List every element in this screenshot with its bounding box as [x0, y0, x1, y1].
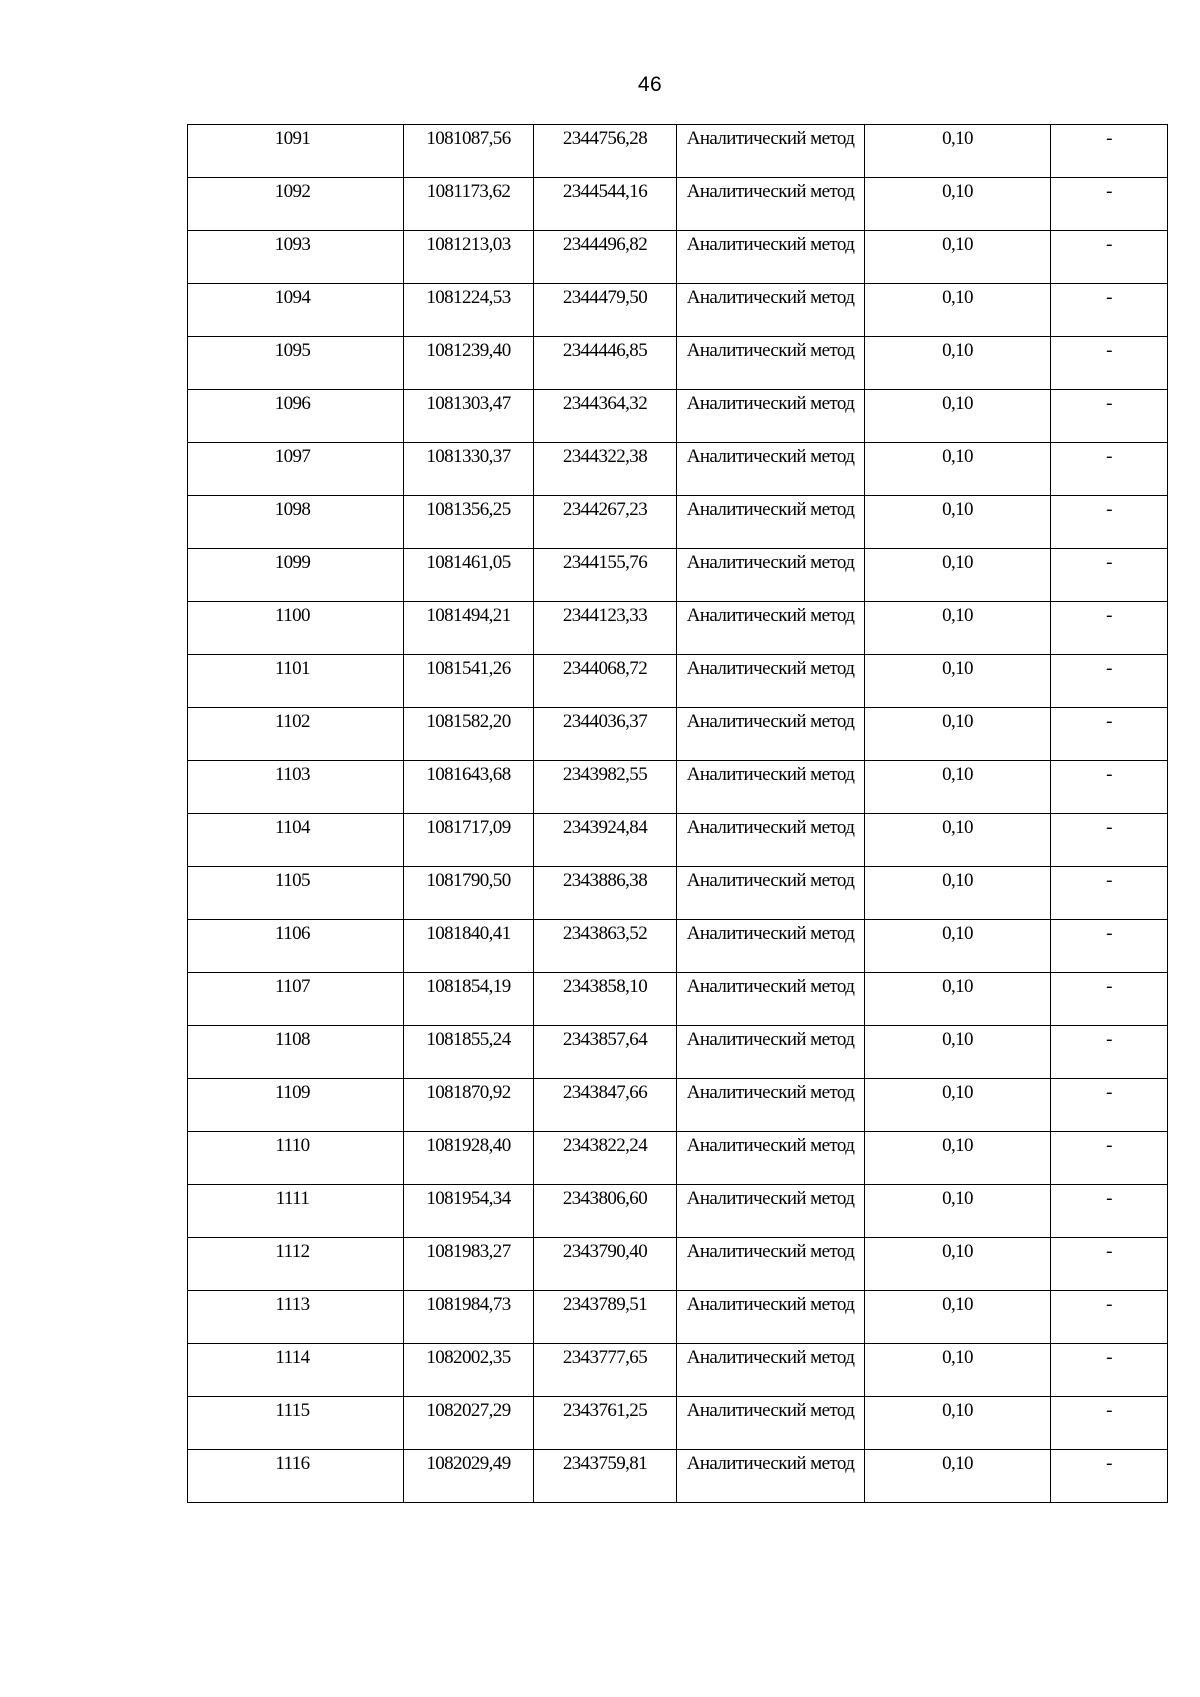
point-number-cell: 1100 [188, 602, 404, 655]
method-cell: Аналитический метод [677, 1291, 865, 1344]
accuracy-cell: 0,10 [865, 549, 1051, 602]
accuracy-cell: 0,10 [865, 178, 1051, 231]
y-coordinate-cell: 2343858,10 [534, 973, 677, 1026]
table-row [188, 178, 1168, 231]
y-coordinate-cell: 2344496,82 [534, 231, 677, 284]
point-number-cell: 1104 [188, 814, 404, 867]
method-cell: Аналитический метод [677, 337, 865, 390]
x-coordinate-cell: 1082029,49 [404, 1450, 534, 1503]
x-coordinate-cell: 1081494,21 [404, 602, 534, 655]
table-row [188, 602, 1168, 655]
table-row [188, 920, 1168, 973]
accuracy-cell: 0,10 [865, 284, 1051, 337]
point-number-cell: 1112 [188, 1238, 404, 1291]
x-coordinate-cell: 1081840,41 [404, 920, 534, 973]
accuracy-cell: 0,10 [865, 1185, 1051, 1238]
table-row [188, 1132, 1168, 1185]
method-cell: Аналитический метод [677, 814, 865, 867]
x-coordinate-cell: 1081303,47 [404, 390, 534, 443]
method-cell: Аналитический метод [677, 867, 865, 920]
accuracy-cell: 0,10 [865, 231, 1051, 284]
method-cell: Аналитический метод [677, 231, 865, 284]
x-coordinate-cell: 1081224,53 [404, 284, 534, 337]
x-coordinate-cell: 1081541,26 [404, 655, 534, 708]
x-coordinate-cell: 1081643,68 [404, 761, 534, 814]
x-coordinate-cell: 1081087,56 [404, 125, 534, 178]
note-cell: - [1051, 231, 1168, 284]
x-coordinate-cell: 1082002,35 [404, 1344, 534, 1397]
x-coordinate-cell: 1081213,03 [404, 231, 534, 284]
note-cell: - [1051, 178, 1168, 231]
table-row [188, 655, 1168, 708]
note-cell: - [1051, 1185, 1168, 1238]
x-coordinate-cell: 1081854,19 [404, 973, 534, 1026]
method-cell: Аналитический метод [677, 496, 865, 549]
method-cell: Аналитический метод [677, 1238, 865, 1291]
accuracy-cell: 0,10 [865, 337, 1051, 390]
table-row [188, 1238, 1168, 1291]
point-number-cell: 1097 [188, 443, 404, 496]
method-cell: Аналитический метод [677, 390, 865, 443]
note-cell: - [1051, 602, 1168, 655]
table-row [188, 1185, 1168, 1238]
table-row [188, 761, 1168, 814]
method-cell: Аналитический метод [677, 1185, 865, 1238]
point-number-cell: 1105 [188, 867, 404, 920]
method-cell: Аналитический метод [677, 443, 865, 496]
y-coordinate-cell: 2344479,50 [534, 284, 677, 337]
note-cell: - [1051, 549, 1168, 602]
method-cell: Аналитический метод [677, 973, 865, 1026]
method-cell: Аналитический метод [677, 1079, 865, 1132]
accuracy-cell: 0,10 [865, 1344, 1051, 1397]
accuracy-cell: 0,10 [865, 390, 1051, 443]
table-row [188, 1397, 1168, 1450]
point-number-cell: 1103 [188, 761, 404, 814]
y-coordinate-cell: 2343886,38 [534, 867, 677, 920]
y-coordinate-cell: 2343982,55 [534, 761, 677, 814]
x-coordinate-cell: 1081173,62 [404, 178, 534, 231]
table-row [188, 1344, 1168, 1397]
table-row [188, 973, 1168, 1026]
y-coordinate-cell: 2343761,25 [534, 1397, 677, 1450]
point-number-cell: 1101 [188, 655, 404, 708]
x-coordinate-cell: 1081356,25 [404, 496, 534, 549]
note-cell: - [1051, 1026, 1168, 1079]
y-coordinate-cell: 2344544,16 [534, 178, 677, 231]
accuracy-cell: 0,10 [865, 867, 1051, 920]
point-number-cell: 1109 [188, 1079, 404, 1132]
accuracy-cell: 0,10 [865, 708, 1051, 761]
x-coordinate-cell: 1081984,73 [404, 1291, 534, 1344]
x-coordinate-cell: 1081928,40 [404, 1132, 534, 1185]
accuracy-cell: 0,10 [865, 125, 1051, 178]
y-coordinate-cell: 2343863,52 [534, 920, 677, 973]
y-coordinate-cell: 2344123,33 [534, 602, 677, 655]
note-cell: - [1051, 1238, 1168, 1291]
table-row [188, 390, 1168, 443]
y-coordinate-cell: 2344322,38 [534, 443, 677, 496]
point-number-cell: 1091 [188, 125, 404, 178]
y-coordinate-cell: 2343806,60 [534, 1185, 677, 1238]
point-number-cell: 1107 [188, 973, 404, 1026]
point-number-cell: 1096 [188, 390, 404, 443]
x-coordinate-cell: 1081855,24 [404, 1026, 534, 1079]
x-coordinate-cell: 1081461,05 [404, 549, 534, 602]
note-cell: - [1051, 390, 1168, 443]
accuracy-cell: 0,10 [865, 973, 1051, 1026]
point-number-cell: 1094 [188, 284, 404, 337]
table-row [188, 443, 1168, 496]
point-number-cell: 1108 [188, 1026, 404, 1079]
note-cell: - [1051, 708, 1168, 761]
y-coordinate-cell: 2343777,65 [534, 1344, 677, 1397]
y-coordinate-cell: 2343790,40 [534, 1238, 677, 1291]
y-coordinate-cell: 2344036,37 [534, 708, 677, 761]
x-coordinate-cell: 1081954,34 [404, 1185, 534, 1238]
method-cell: Аналитический метод [677, 920, 865, 973]
point-number-cell: 1113 [188, 1291, 404, 1344]
accuracy-cell: 0,10 [865, 761, 1051, 814]
y-coordinate-cell: 2343857,64 [534, 1026, 677, 1079]
y-coordinate-cell: 2344155,76 [534, 549, 677, 602]
method-cell: Аналитический метод [677, 549, 865, 602]
y-coordinate-cell: 2344446,85 [534, 337, 677, 390]
note-cell: - [1051, 1132, 1168, 1185]
note-cell: - [1051, 655, 1168, 708]
table-row [188, 1450, 1168, 1503]
table-row [188, 1079, 1168, 1132]
y-coordinate-cell: 2343759,81 [534, 1450, 677, 1503]
table-row [188, 231, 1168, 284]
accuracy-cell: 0,10 [865, 1132, 1051, 1185]
point-number-cell: 1115 [188, 1397, 404, 1450]
accuracy-cell: 0,10 [865, 602, 1051, 655]
accuracy-cell: 0,10 [865, 1026, 1051, 1079]
x-coordinate-cell: 1081582,20 [404, 708, 534, 761]
table-row [188, 125, 1168, 178]
table-row [188, 814, 1168, 867]
table-row [188, 496, 1168, 549]
method-cell: Аналитический метод [677, 602, 865, 655]
point-number-cell: 1099 [188, 549, 404, 602]
point-number-cell: 1093 [188, 231, 404, 284]
x-coordinate-cell: 1081330,37 [404, 443, 534, 496]
table-row [188, 284, 1168, 337]
note-cell: - [1051, 443, 1168, 496]
accuracy-cell: 0,10 [865, 814, 1051, 867]
y-coordinate-cell: 2343822,24 [534, 1132, 677, 1185]
method-cell: Аналитический метод [677, 1397, 865, 1450]
x-coordinate-cell: 1082027,29 [404, 1397, 534, 1450]
accuracy-cell: 0,10 [865, 1450, 1051, 1503]
note-cell: - [1051, 814, 1168, 867]
coordinates-table [187, 124, 1168, 1503]
note-cell: - [1051, 1291, 1168, 1344]
y-coordinate-cell: 2344068,72 [534, 655, 677, 708]
point-number-cell: 1092 [188, 178, 404, 231]
note-cell: - [1051, 920, 1168, 973]
coordinates-table-body [188, 125, 1168, 1503]
y-coordinate-cell: 2343789,51 [534, 1291, 677, 1344]
table-row [188, 708, 1168, 761]
point-number-cell: 1098 [188, 496, 404, 549]
note-cell: - [1051, 973, 1168, 1026]
point-number-cell: 1095 [188, 337, 404, 390]
method-cell: Аналитический метод [677, 1344, 865, 1397]
method-cell: Аналитический метод [677, 125, 865, 178]
accuracy-cell: 0,10 [865, 920, 1051, 973]
page-number: 46 [637, 73, 663, 96]
x-coordinate-cell: 1081717,09 [404, 814, 534, 867]
accuracy-cell: 0,10 [865, 1397, 1051, 1450]
note-cell: - [1051, 284, 1168, 337]
x-coordinate-cell: 1081239,40 [404, 337, 534, 390]
table-row [188, 1026, 1168, 1079]
accuracy-cell: 0,10 [865, 443, 1051, 496]
note-cell: - [1051, 1450, 1168, 1503]
note-cell: - [1051, 125, 1168, 178]
y-coordinate-cell: 2343847,66 [534, 1079, 677, 1132]
point-number-cell: 1106 [188, 920, 404, 973]
note-cell: - [1051, 1079, 1168, 1132]
y-coordinate-cell: 2344756,28 [534, 125, 677, 178]
method-cell: Аналитический метод [677, 655, 865, 708]
point-number-cell: 1102 [188, 708, 404, 761]
point-number-cell: 1111 [188, 1185, 404, 1238]
table-row [188, 867, 1168, 920]
x-coordinate-cell: 1081870,92 [404, 1079, 534, 1132]
table-row [188, 337, 1168, 390]
point-number-cell: 1116 [188, 1450, 404, 1503]
accuracy-cell: 0,10 [865, 496, 1051, 549]
y-coordinate-cell: 2344267,23 [534, 496, 677, 549]
method-cell: Аналитический метод [677, 1026, 865, 1079]
method-cell: Аналитический метод [677, 761, 865, 814]
point-number-cell: 1114 [188, 1344, 404, 1397]
x-coordinate-cell: 1081790,50 [404, 867, 534, 920]
accuracy-cell: 0,10 [865, 1079, 1051, 1132]
note-cell: - [1051, 337, 1168, 390]
table-row [188, 549, 1168, 602]
note-cell: - [1051, 1344, 1168, 1397]
point-number-cell: 1110 [188, 1132, 404, 1185]
method-cell: Аналитический метод [677, 708, 865, 761]
y-coordinate-cell: 2343924,84 [534, 814, 677, 867]
note-cell: - [1051, 1397, 1168, 1450]
y-coordinate-cell: 2344364,32 [534, 390, 677, 443]
method-cell: Аналитический метод [677, 1450, 865, 1503]
note-cell: - [1051, 761, 1168, 814]
table-row [188, 1291, 1168, 1344]
note-cell: - [1051, 867, 1168, 920]
method-cell: Аналитический метод [677, 178, 865, 231]
method-cell: Аналитический метод [677, 284, 865, 337]
accuracy-cell: 0,10 [865, 655, 1051, 708]
method-cell: Аналитический метод [677, 1132, 865, 1185]
accuracy-cell: 0,10 [865, 1238, 1051, 1291]
accuracy-cell: 0,10 [865, 1291, 1051, 1344]
note-cell: - [1051, 496, 1168, 549]
x-coordinate-cell: 1081983,27 [404, 1238, 534, 1291]
